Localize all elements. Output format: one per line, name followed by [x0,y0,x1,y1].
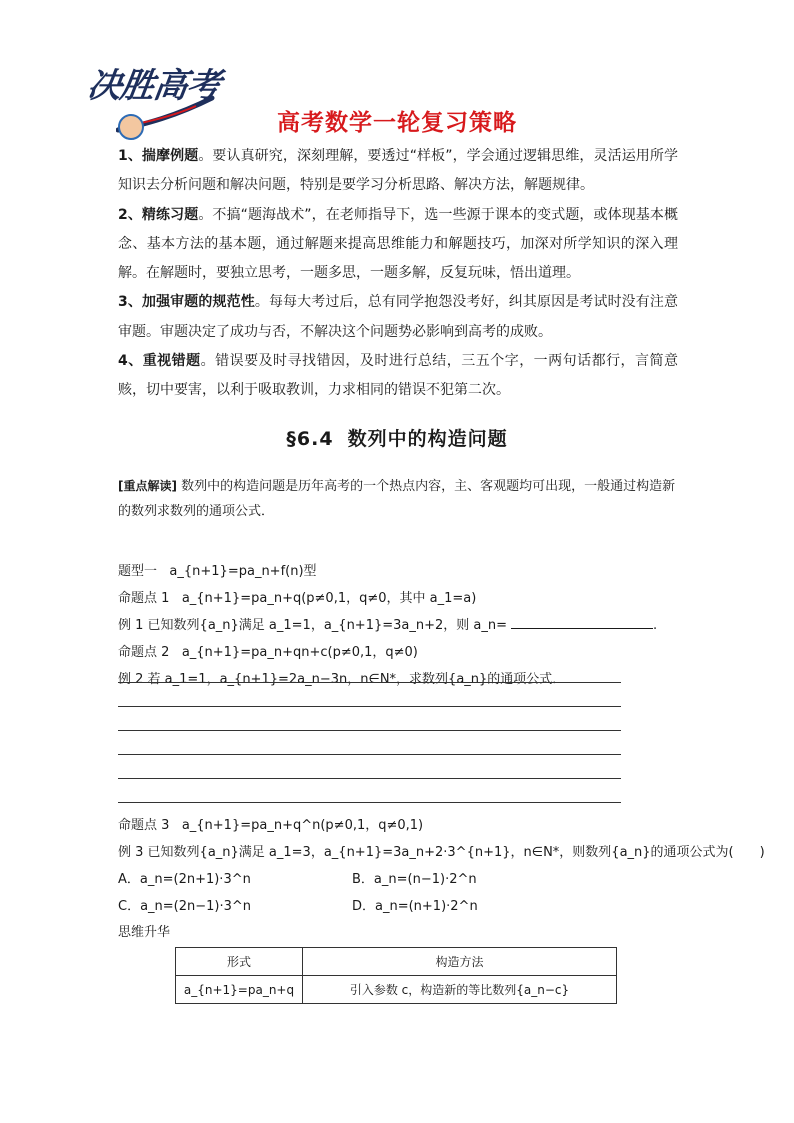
example-label: 例 3 [118,845,144,860]
example-text: 已知数列{a_n}满足 a_1=1，a_{n+1}=3a_n+2，则 a_n= [147,618,508,633]
intro-tag: [重点解读] [118,479,177,493]
example-label: 例 1 [118,618,144,633]
example-text: 已知数列{a_n}满足 a_1=3，a_{n+1}=3a_n+2·3^{n+1}，n∈N*，则数列{a_n}的通项公式为( ) [147,845,765,860]
proposition-formula: a_{n+1}=pa_n+q^n(p≠0,1，q≠0,1) [181,818,424,833]
page-headline: 高考数学一轮复习策略 [277,110,517,136]
type-formula: a_{n+1}=pa_n+f(n)型 [169,564,317,579]
proposition-label: 命题点 3 [118,818,170,833]
example-end: . [653,618,658,633]
strategy-item [118,142,678,201]
answer-blank[interactable] [511,615,653,629]
section-title [0,424,794,451]
table-header-row [176,948,617,976]
intro-text: 数列中的构造问题是历年高考的一个热点内容，主、客观题均可出现，一般通过构造新的数列求数列的通项公式． [118,479,676,519]
strategy-list [118,142,678,406]
strategy-lead: 1、揣摩例题 [118,148,199,164]
proposition-1 [118,587,476,606]
option-c[interactable]: C．a_n=(2n−1)·3^n [118,899,252,914]
construction-table [175,947,617,1004]
intro-paragraph [118,474,683,524]
table-row [176,976,617,1004]
option-b[interactable]: B．a_n=(n−1)·2^n [352,872,477,887]
proposition-label: 命题点 2 [118,645,170,660]
summary-label: 思维升华 [118,925,171,940]
answer-line[interactable] [118,682,621,683]
answer-line[interactable] [118,778,621,779]
section-name: 数列中的构造问题 [347,428,508,450]
table-cell-method: 引入参数 c，构造新的等比数列{a_n−c} [303,976,617,1004]
logo-text: 决胜高考 [84,66,223,106]
example-label: 例 2 [118,672,144,687]
answer-line[interactable] [118,802,621,803]
strategy-lead: 2、精练习题 [118,206,199,223]
strategy-item [118,347,678,406]
table-header-method: 构造方法 [303,948,617,976]
option-a[interactable]: A．a_n=(2n+1)·3^n [118,872,251,887]
section-number: §6.4 [286,428,334,450]
type-label: 题型一 [118,564,158,579]
example-2 [118,668,565,687]
table-header-form: 形式 [176,948,303,976]
proposition-3 [118,814,423,833]
strategy-lead: 3、加强审题的规范性 [118,294,255,311]
answer-line[interactable] [118,730,621,731]
strategy-item [118,201,678,289]
proposition-formula: a_{n+1}=pa_n+q(p≠0,1，q≠0，其中 a_1=a) [181,591,477,606]
strategy-lead: 4、重视错题 [118,353,201,370]
answer-line[interactable] [118,706,621,707]
proposition-2 [118,641,418,660]
strategy-item [118,288,678,347]
type-heading [118,560,317,579]
table-cell-form: a_{n+1}=pa_n+q [176,976,303,1004]
strategy-text: 。每每大考过后，总有同学抱怨没考好，纠其原因是考试时没有注意审题。审题决定了成功与否，不解决这个问题势必影响到高考的成败。 [118,294,679,340]
strategy-text: 。不搞“题海战术”，在老师指导下，选一些源于课本的变式题，或体现基本概念、基本方法的基本题，通过解题来提高思维能力和解题技巧，加深对所学知识的深入理解。在解题时，要独立思考，一题多思，一题多解，反复玩味，悟出道理。 [118,206,678,282]
answer-line[interactable] [118,754,621,755]
example-text: 若 a_1=1，a_{n+1}=2a_n−3n，n∈N*，求数列{a_n}的通项公式． [147,672,566,687]
example-1 [118,614,657,633]
strategy-text: 。错误要及时寻找错因，及时进行总结，三五个字，一两句话都行，言简意赅，切中要害，以利于吸取教训，力求相同的错误不犯第二次。 [118,353,678,399]
strategy-text: 。要认真研究，深刻理解，要透过“样板”，学会通过逻辑思维，灵活运用所学知识去分析问题和解决问题，特别是要学习分析思路、解决方法，解题规律。 [118,148,678,194]
option-d[interactable]: D．a_n=(n+1)·2^n [352,899,478,914]
proposition-label: 命题点 1 [118,591,170,606]
example-3 [118,841,765,860]
proposition-formula: a_{n+1}=pa_n+qn+c(p≠0,1，q≠0) [181,645,418,660]
